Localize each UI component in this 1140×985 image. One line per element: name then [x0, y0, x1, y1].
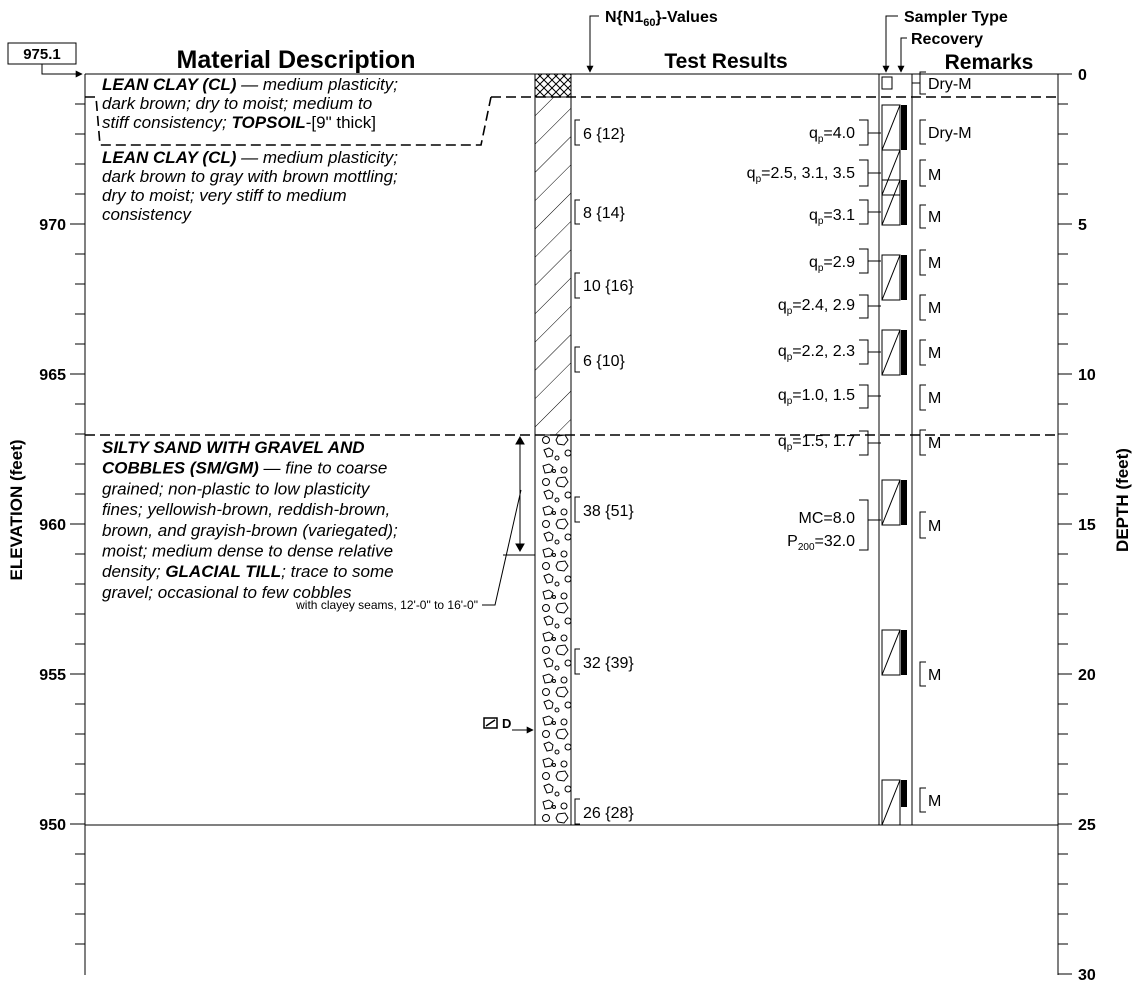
- remark-item: M: [928, 209, 942, 226]
- remark-item: Dry-M: [928, 76, 972, 93]
- remark-item: M: [928, 255, 942, 272]
- elevation-tick: 965: [39, 367, 66, 384]
- column-headers: [8, 9, 1033, 74]
- n-value-bracket: [575, 120, 580, 824]
- n-value: 10 {16}: [583, 278, 634, 295]
- depth-tick: 0: [1078, 67, 1087, 84]
- depth-tick: 20: [1078, 667, 1096, 684]
- recovery-bar: [901, 480, 907, 525]
- description-line: brown, and grayish-brown (variegated);: [102, 520, 398, 540]
- sampler-icon: [882, 77, 892, 89]
- depth-axis-title: DEPTH (feet): [1113, 448, 1132, 552]
- description-line: dark brown; dry to moist; medium to: [102, 94, 373, 113]
- description-line: dark brown to gray with brown mottling;: [102, 167, 398, 186]
- glacial-till-stratum: [535, 435, 571, 825]
- fines-content-result: $P_{200}=32.0$: [787, 533, 855, 553]
- description-line: gravel; occasional to few cobbles: [102, 582, 352, 602]
- pocket-pen-result: $q_p=2.4$, 2.9: [777, 297, 855, 317]
- water-level-label: D: [502, 716, 512, 731]
- remark-item: M: [928, 518, 942, 535]
- description-line: LEAN CLAY (CL) — medium plasticity;: [102, 148, 398, 167]
- remark-item: M: [928, 167, 942, 184]
- elevation-axis-ticks: [70, 104, 85, 944]
- recovery-bar: [901, 180, 907, 225]
- material-description-header: Material Description: [176, 46, 416, 74]
- elevation-tick-labels: [39, 217, 66, 834]
- n-value: 32 {39}: [583, 655, 634, 672]
- description-line: fines; yellowish-brown, reddish-brown,: [102, 500, 391, 520]
- seam-note-leader: [482, 490, 521, 605]
- n-value: 6 {12}: [583, 126, 625, 143]
- description-line: LEAN CLAY (CL) — medium plasticity;: [102, 75, 398, 94]
- description-line: consistency: [102, 205, 191, 224]
- description-line: density; GLACIAL TILL; trace to some: [102, 562, 394, 582]
- description-topsoil: [102, 75, 398, 132]
- n-values: [575, 120, 634, 824]
- description-glacial-till: [102, 438, 398, 602]
- pocket-pen-result: $q_p=2.2$, 2.3: [777, 343, 855, 363]
- depth-tick: 30: [1078, 967, 1096, 984]
- moisture-content-result: MC=8.0: [798, 510, 855, 527]
- recovery-bar: [901, 330, 907, 375]
- sampler-column: [882, 77, 900, 825]
- lean-clay-stratum: [535, 97, 571, 435]
- description-line: SILTY SAND WITH GRAVEL AND: [102, 438, 365, 457]
- strata-column: [535, 74, 571, 825]
- remark-item: M: [928, 390, 942, 407]
- remarks: [928, 76, 972, 810]
- recovery-bars: [901, 105, 907, 807]
- description-lean-clay: [102, 148, 398, 224]
- pocket-pen-result: $q_p=1.5$, 1.7: [777, 433, 855, 453]
- remarks-brackets: [912, 72, 926, 812]
- description-line: moist; medium dense to dense relative: [102, 541, 394, 561]
- remarks-header: Remarks: [944, 51, 1034, 74]
- test-results-header: Test Results: [664, 50, 788, 73]
- recovery-bar: [901, 780, 907, 807]
- n-value: 6 {10}: [583, 353, 625, 370]
- remark-item: M: [928, 793, 942, 810]
- test-results: [747, 125, 855, 553]
- depth-axis-ticks: [1058, 74, 1072, 974]
- remark-item: M: [928, 345, 942, 362]
- topsoil-stratum: [535, 74, 571, 97]
- elevation-tick: 955: [39, 667, 66, 684]
- depth-tick: 10: [1078, 367, 1096, 384]
- pocket-pen-result: $q_p=2.5$, 3.1, 3.5: [746, 165, 855, 185]
- description-line: grained; non-plastic to low plasticity: [102, 479, 370, 499]
- seam-note: with clayey seams, 12'-0" to 16'-0": [296, 598, 478, 612]
- pocket-pen-result: $q_p=4.0$: [808, 125, 855, 145]
- elevation-axis-title: ELEVATION (feet): [7, 439, 26, 581]
- pocket-pen-result: $q_p=3.1$: [808, 207, 855, 227]
- top-elevation-label: 975.1: [23, 46, 61, 63]
- elevation-tick: 960: [39, 517, 66, 534]
- remark-item: M: [928, 435, 942, 452]
- n-value: 8 {14}: [583, 205, 625, 222]
- recovery-bar: [901, 630, 907, 675]
- description-line: stiff consistency; TOPSOIL-[9" thick]: [102, 113, 377, 132]
- depth-tick: 5: [1078, 217, 1087, 234]
- remark-item: M: [928, 667, 942, 684]
- depth-tick: 25: [1078, 817, 1096, 834]
- elevation-tick: 950: [39, 817, 66, 834]
- description-line: dry to moist; very stiff to medium: [102, 186, 347, 205]
- seam-range-indicator: [503, 437, 535, 555]
- description-line: COBBLES (SM/GM) — fine to coarse: [102, 458, 388, 478]
- n-value: 26 {28}: [583, 805, 634, 822]
- remark-item: Dry-M: [928, 125, 972, 142]
- remark-item: M: [928, 300, 942, 317]
- test-result-brackets: [859, 120, 881, 550]
- n-value: 38 {51}: [583, 503, 634, 520]
- n-values-header: $N\{N1_{60}\}$-Values: [605, 9, 718, 29]
- pocket-pen-result: $q_p=2.9$: [808, 254, 855, 274]
- recovery-bar: [901, 255, 907, 300]
- water-level-marker: [484, 716, 533, 731]
- recovery-header: Recovery: [911, 31, 984, 48]
- depth-tick-labels: [1078, 67, 1096, 984]
- recovery-bar: [901, 105, 907, 150]
- pocket-pen-result: $q_p=1.0$, 1.5: [777, 387, 855, 407]
- depth-tick: 15: [1078, 517, 1096, 534]
- sampler-type-header: Sampler Type: [904, 9, 1008, 26]
- elevation-tick: 970: [39, 217, 66, 234]
